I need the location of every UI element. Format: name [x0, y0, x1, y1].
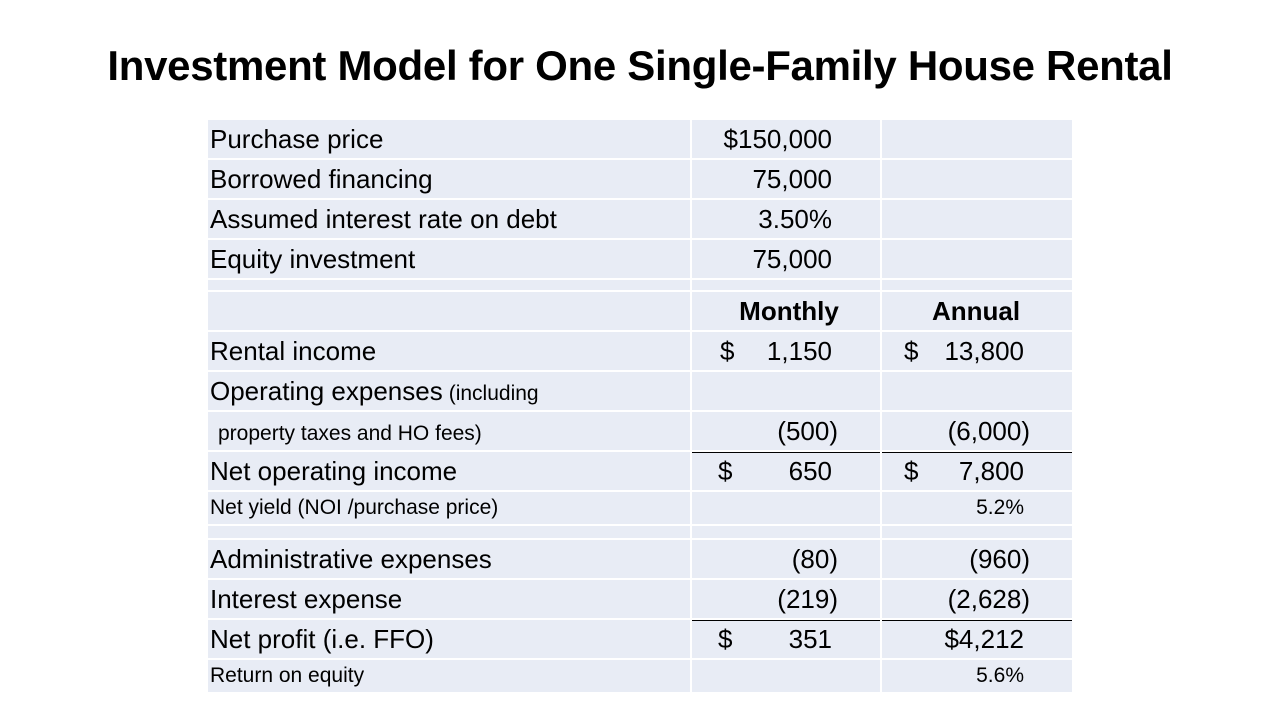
admin-expenses-annual: (960) [969, 543, 1030, 574]
borrowed-financing-value: 75,000 [752, 163, 832, 194]
table-row-admin-expenses [208, 540, 1072, 580]
table-row-net-profit [208, 620, 1072, 660]
column-header-annual: Annual [931, 295, 1021, 326]
rental-income-annual: 13,800 [944, 335, 1024, 366]
equity-investment-value: 75,000 [752, 243, 832, 274]
row-label-note: property taxes and HO fees) [218, 422, 482, 445]
table-row-rental-income [208, 332, 1072, 372]
row-label: Return on equity [208, 660, 690, 692]
table-row-borrowed-financing [208, 160, 1072, 200]
table-row-operating-expenses-cont [208, 412, 1072, 452]
return-on-equity-annual: 5.6% [976, 664, 1024, 687]
rental-income-monthly: 1,150 [766, 335, 832, 366]
net-profit-annual: $4,212 [944, 624, 1024, 654]
interest-rate-value: 3.50% [758, 203, 832, 234]
row-label: Net yield (NOI /purchase price) [208, 492, 690, 524]
row-label: Purchase price [208, 120, 690, 158]
currency-symbol: $ [718, 456, 733, 486]
operating-expenses-annual: (6,000) [947, 415, 1030, 446]
table-row-operating-expenses [208, 372, 1072, 412]
row-label: Net operating income [208, 452, 690, 490]
currency-symbol: $ [904, 335, 919, 366]
table-row-spacer [208, 280, 1072, 292]
purchase-price-value: $150,000 [723, 123, 832, 154]
slide-title: Investment Model for One Single-Family House Rental [107, 42, 1173, 89]
interest-expense-monthly: (219) [777, 583, 838, 614]
noi-monthly: 650 [788, 456, 832, 486]
admin-expenses-monthly: (80) [791, 543, 838, 574]
currency-symbol: $ [904, 456, 919, 486]
table-row-return-on-equity [208, 660, 1072, 694]
row-label: Rental income [208, 332, 690, 370]
row-label: Operating expenses [210, 375, 443, 406]
table-row-interest-expense [208, 580, 1072, 620]
table-row-headers [208, 292, 1072, 332]
currency-symbol: $ [720, 335, 735, 366]
interest-expense-annual: (2,628) [947, 583, 1030, 614]
table-row-equity-investment [208, 240, 1072, 280]
row-label: Net profit (i.e. FFO) [208, 620, 690, 658]
table-row-net-yield [208, 492, 1072, 526]
table-row-interest-rate [208, 200, 1072, 240]
net-profit-monthly: 351 [788, 624, 832, 654]
row-label: Equity investment [208, 240, 690, 278]
row-label: Assumed interest rate on debt [208, 200, 690, 238]
row-label: Interest expense [208, 580, 690, 618]
noi-annual: 7,800 [958, 456, 1024, 486]
row-label: Borrowed financing [208, 160, 690, 198]
row-label: Administrative expenses [208, 540, 690, 578]
table-row-net-operating-income [208, 452, 1072, 492]
investment-table [208, 120, 1072, 694]
net-yield-annual: 5.2% [976, 496, 1024, 519]
currency-symbol: $ [718, 624, 733, 654]
column-header-monthly: Monthly [739, 295, 839, 326]
table-row-purchase-price [208, 120, 1072, 160]
table-row-spacer [208, 526, 1072, 540]
row-label-note: (including [448, 382, 539, 405]
operating-expenses-monthly: (500) [777, 415, 838, 446]
